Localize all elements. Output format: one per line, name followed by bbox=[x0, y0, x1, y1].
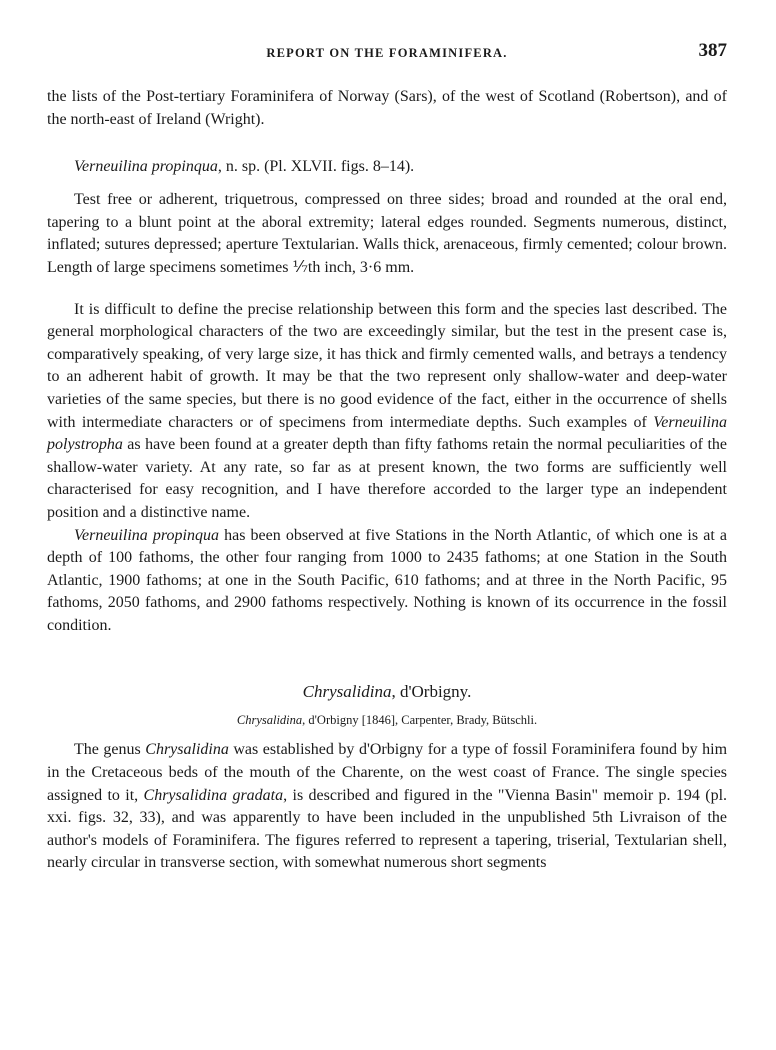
genus-author: , d'Orbigny. bbox=[391, 682, 472, 702]
genus-name: Chrysalidina bbox=[302, 682, 392, 702]
genus-part2: was established by d'Orbigny for a type of fossil Foraminifera found by him in the Cretaceous beds of the mouth of the Charente, on the west coast of France. The single species assigned to it, bbox=[47, 741, 728, 804]
synonymy-rest: , d'Orbigny [1846], Carpenter, Brady, Bütschli. bbox=[302, 713, 538, 728]
genus-part1: The genus bbox=[74, 741, 146, 759]
genus-italic-2: Chrysalidina gradata bbox=[143, 786, 284, 804]
genus-heading bbox=[47, 681, 727, 703]
running-title: REPORT ON THE FORAMINIFERA. bbox=[266, 46, 508, 60]
synonymy-line bbox=[47, 711, 727, 729]
discussion-part2: as have been found at a greater depth than fifty fathoms retain the normal peculiarities of the shallow-water variety. At any rate, so far as at present known, the two forms are sufficiently well characterised for easy recognition, and I have therefore accorded to the larger type an independent position and a distinctive name. bbox=[47, 436, 727, 521]
synonymy-italic: Chrysalidina bbox=[236, 713, 303, 728]
discussion-species-italic: Verneuilina polystropha bbox=[47, 413, 727, 454]
discussion-paragraph bbox=[47, 299, 727, 525]
genus-part3: , is described and figured in the "Vienna Basin" memoir p. 194 (pl. xxi. figs. 32, 33), and was apparently to have been included in the unpublished 5th Livraison of the author's models of Foraminifera. The figures referred to represent a tapering, triserial, Textularian shell, nearly circular in transverse section, with somewhat numerous short segments bbox=[47, 786, 728, 872]
page bbox=[47, 40, 727, 875]
stations-species-italic: Verneuilina propinqua bbox=[74, 526, 219, 544]
stations-paragraph bbox=[47, 525, 727, 638]
species-heading-rest: , n. sp. (Pl. XLVII. figs. 8–14). bbox=[217, 158, 415, 176]
species-description: Test free or adherent, triquetrous, compressed on three sides; broad and rounded at the oral end, tapering to a blunt point at the aboral extremity; lateral edges rounded. Segments numerous, distinct, inflated; sutures depressed; aperture Textularian. Walls thick, arenaceous, firmly cemented; colour brown. Length of large specimens sometimes ⅐th inch, 3·6 mm. bbox=[47, 191, 727, 276]
running-head bbox=[47, 40, 727, 68]
species-name: Verneuilina propinqua bbox=[74, 158, 218, 176]
page-number: 387 bbox=[698, 40, 727, 61]
species-heading bbox=[47, 156, 727, 178]
continuation-paragraph: the lists of the Post-tertiary Foraminifera of Norway (Sars), of the west of Scotland (Robertson), and of the north-east of Ireland (Wright). bbox=[47, 88, 727, 128]
genus-paragraph bbox=[47, 739, 727, 875]
stations-text: has been observed at five Stations in the North Atlantic, of which one is at a depth of 100 fathoms, the other four ranging from 1000 to 2435 fathoms; at one Station in the South Atlantic, 1900 fathoms; at one in the South Pacific, 610 fathoms; and at three in the North Pacific, 95 fathoms, 2050 fathoms, and 2900 fathoms respectively. Nothing is known of its occurrence in the fossil condition. bbox=[47, 526, 727, 634]
discussion-part1: It is difficult to define the precise relationship between this form and the species last described. The general morphological characters of the two are exceedingly similar, but the test in the present case is, comparatively speaking, of very large size, it has thick and firmly cemented walls, and betrays a tendency to an adherent habit of growth. It may be that the two represent only shallow-water and deep-water varieties of the same species, but there is no good evidence of the fact, either in the occurrence of shells with intermediate characters or of specimens from intermediate depths. Such examples of bbox=[47, 300, 727, 431]
genus-italic-1: Chrysalidina bbox=[145, 741, 229, 759]
